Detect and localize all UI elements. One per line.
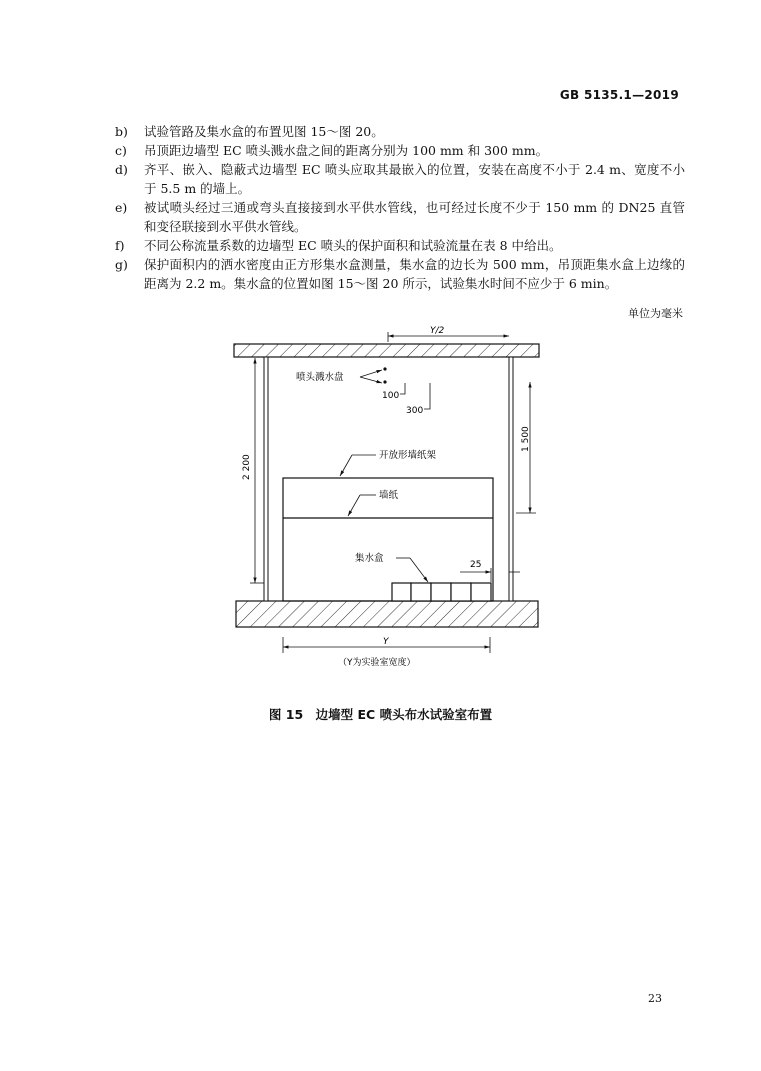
sprinkler-leaders — [360, 370, 382, 383]
dim-100-label: 100 — [382, 391, 400, 401]
sprinkler-deflector-upper — [383, 367, 386, 370]
item-text: 保护面积内的洒水密度由正方形集水盒测量，集水盒的边长为 500 mm，吊顶距集水盒上边缘的距离为 2.2 m。集水盒的位置如图 15～图 20 所示，试验集水时间不应少于 6 min。 — [144, 257, 685, 291]
collector-box — [471, 583, 491, 601]
item-label: d) — [115, 162, 128, 177]
collector-box — [451, 583, 471, 601]
wallpaper-label: 墙纸 — [379, 490, 399, 501]
dim-100-line — [400, 383, 405, 394]
open-rack-arrow — [340, 455, 352, 476]
left-wall — [264, 357, 268, 601]
collector-arrow — [410, 558, 428, 582]
dim-width-label: Y — [383, 637, 389, 647]
floor-slab — [236, 601, 538, 627]
dim-300-line — [424, 383, 430, 409]
open-rack-label: 开放形墙纸架 — [379, 450, 437, 461]
collector-label: 集水盒 — [355, 553, 384, 564]
figure-caption: 图 15 边墙型 EC 喷头布水试验室布置 — [268, 707, 493, 722]
item-text: 不同公称流量系数的边墙型 EC 喷头的保护面积和试验流量在表 8 中给出。 — [144, 238, 562, 253]
dim-300-label: 300 — [406, 406, 424, 416]
item-label: c) — [115, 143, 127, 158]
item-label: f) — [115, 238, 125, 253]
sprinkler-deflector-lower — [383, 380, 386, 383]
item-label: b) — [115, 124, 128, 139]
width-note: （Y为实验室宽度） — [338, 658, 416, 668]
collector-box — [411, 583, 431, 601]
unit-note: 单位为毫米 — [628, 307, 683, 320]
ceiling-slab — [234, 344, 539, 357]
collector-box — [431, 583, 451, 601]
sprinkler-label: 喷头溅水盘 — [296, 372, 344, 383]
item-text: 试验管路及集水盒的布置见图 15～图 20。 — [144, 124, 384, 139]
item-text: 吊顶距边墙型 EC 喷头溅水盘之间的距离分别为 100 mm 和 300 mm。 — [144, 143, 549, 158]
dim-2200 — [250, 358, 264, 583]
right-wall — [509, 357, 513, 601]
standard-number: GB 5135.1—2019 — [559, 88, 679, 102]
collector-box — [392, 583, 411, 601]
item-text: 齐平、嵌入、隐蔽式边墙型 EC 喷头应取其最嵌入的位置，安装在高度不小于 2.4 m、宽度不小于 5.5 m 的墙上。 — [144, 162, 685, 196]
dim-half-width — [388, 332, 509, 342]
item-text: 被试喷头经过三通或弯头直接接到水平供水管线，也可经过长度不少于 150 mm 的 DN25 直管和变径联接到水平供水管线。 — [144, 200, 685, 234]
dim-half-width-label: Y/2 — [430, 326, 445, 336]
wallpaper-arrow — [348, 495, 360, 516]
dim-25-label: 25 — [470, 560, 482, 570]
dim-2200-label: 2 200 — [242, 454, 252, 480]
collector-boxes — [392, 583, 491, 601]
item-label: g) — [115, 257, 128, 272]
item-label: e) — [115, 200, 128, 215]
page-number: 23 — [648, 992, 662, 1005]
dim-1500-label: 1 500 — [521, 426, 531, 452]
